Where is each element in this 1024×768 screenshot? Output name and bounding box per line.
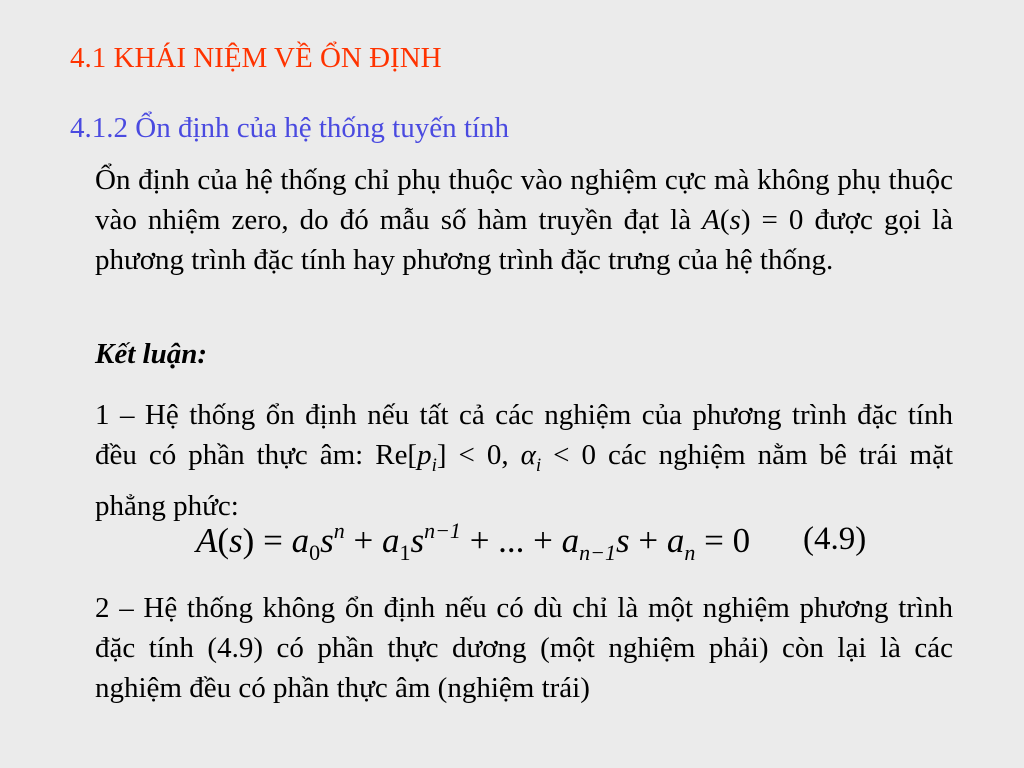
f-close: ) =: [242, 521, 292, 560]
f-eq: = 0: [695, 521, 751, 560]
f-s: s: [229, 521, 243, 560]
f-sub-n1: n−1: [579, 540, 617, 565]
equation-number: (4.9): [803, 521, 867, 557]
f-a2: a: [561, 521, 580, 560]
math-p: p: [417, 439, 432, 471]
paragraph-definition: [95, 160, 953, 280]
definition-text-a: Ổn định của hệ thống chỉ phụ thuộc vào nghiệm cực mà không phụ thuộc vào nhiệm zero, do đó mẫu số hàm truyền đạt là: [95, 164, 953, 236]
subsection-heading: 4.1.2 Ổn định của hệ thống tuyến tính: [70, 112, 509, 144]
stable-text-b: ] < 0,: [436, 439, 521, 471]
f-s2: s: [410, 521, 425, 560]
stable-text-c: < 0 các nghiệm nằm bê trái mặt phẳng phức:: [95, 439, 954, 522]
math-sub-i: i: [431, 454, 437, 476]
f-plus2: + ... +: [460, 521, 562, 560]
f-s1: s: [320, 521, 334, 560]
f-a3: a: [666, 521, 685, 560]
f-sub-n: n: [684, 540, 696, 565]
section-heading: 4.1 KHÁI NIỆM VỀ ỔN ĐỊNH: [70, 42, 442, 74]
math-alpha: α: [520, 439, 536, 471]
f-a0: a: [291, 521, 310, 560]
f-sup-n: n: [333, 518, 345, 543]
math-paren-open: (: [719, 204, 730, 236]
f-paren: (: [217, 521, 230, 560]
f-plus1: +: [344, 521, 382, 560]
math-s: s: [729, 204, 741, 236]
conclusion-label: Kết luận:: [95, 338, 207, 370]
f-A: A: [196, 521, 218, 560]
math-A: A: [702, 204, 720, 236]
f-s3: s: [616, 521, 630, 560]
definition-text-b: ) = 0 được gọi là phương trình đặc tính hay phương trình đặc trưng của hệ thống.: [95, 204, 953, 276]
f-sub0: 0: [309, 540, 321, 565]
characteristic-equation: [196, 518, 750, 566]
f-plus3: +: [629, 521, 667, 560]
math-sub-i2: i: [535, 454, 542, 476]
paragraph-stable: [95, 395, 953, 526]
f-sup-n1: n−1: [424, 518, 461, 543]
f-a1: a: [381, 521, 400, 560]
stable-text-a: 1 – Hệ thống ổn định nếu tất cả các nghiệm của phương trình đặc tính đều có phần thực âm: Re[: [95, 399, 953, 471]
f-sub1: 1: [399, 540, 411, 565]
paragraph-unstable: 2 – Hệ thống không ổn định nếu có dù chỉ là một nghiệm phương trình đặc tính (4.9) có phần thực dương (một nghiệm phải) còn lại là các nghiệm đều có phần thực âm (nghiệm trái): [95, 592, 953, 704]
